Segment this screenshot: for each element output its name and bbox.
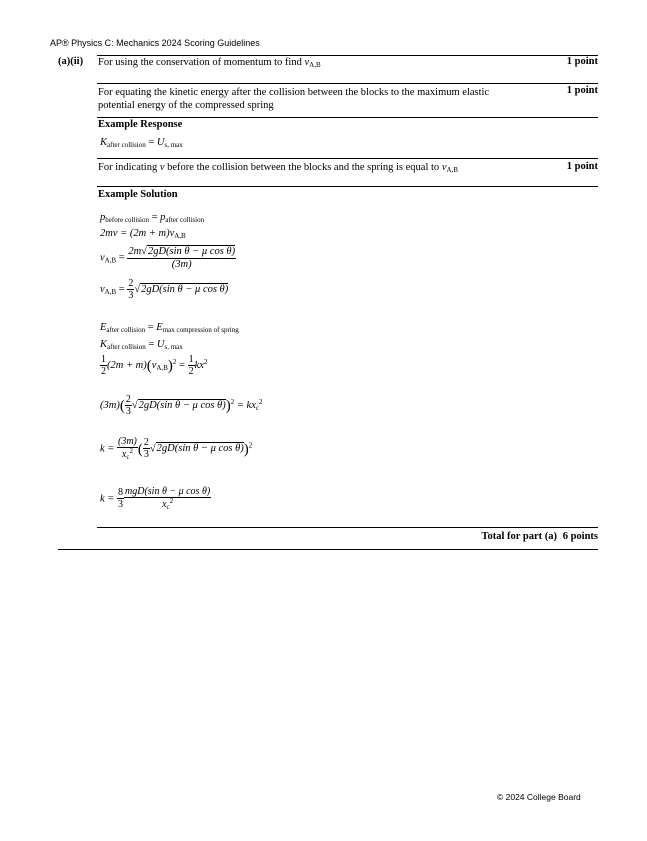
example-response-equation: $K_{after collision} = U_{s, max}$ (100, 137, 183, 149)
criterion-1: For using the conservation of momentum to find $v_{A,B}$ (98, 57, 321, 69)
equation-momentum-2: $2mv = (2m + m)v_{A,B}$ (100, 228, 186, 240)
criterion-2: For equating the kinetic energy after the collision between the blocks to the maximum elastic potential energy of the compressed spring (98, 87, 490, 111)
equation-energy: $E_{after collision} = E_{max compression of spring}$ (100, 322, 239, 334)
divider (97, 186, 598, 187)
criterion-3: For indicating v before the collision between the blocks and the spring is equal to $v_{A,B}$ (98, 162, 458, 174)
equation-3m: (3m)( $\frac{2}{3}$ √2gD(sin θ − μ $\cos \theta))^2 = kx_c^2$ (100, 394, 263, 417)
criterion-3-points: 1 point (566, 161, 598, 172)
divider (97, 55, 598, 56)
divider (97, 117, 598, 118)
equation-momentum: $p_{before collision} = p_{after collision}$ (100, 212, 205, 224)
criterion-1-points: 1 point (566, 56, 598, 67)
divider (97, 158, 598, 159)
criterion-2-points: 1 point (566, 85, 598, 96)
total-points: 6 points (562, 531, 598, 542)
example-solution-heading: Example Solution (98, 189, 178, 200)
equation-k-1: k = $\frac{(3m)}{x_c^2}$ ( $\frac{2}{3}$ √2gD(sin θ − μ cos θ))$^2$ (100, 436, 253, 461)
divider (97, 83, 598, 84)
divider (58, 549, 598, 550)
equation-vab-1: $v_{A,B}$ = $\frac{\text{2m√2gD(sin θ − μ cos θ)}}{(3m)}$ (100, 246, 236, 270)
example-response-heading: Example Response (98, 119, 183, 130)
equation-vab-2: $v_{A,B}$ = $\frac{2}{3}$ √2gD(sin θ − μ cos θ) (100, 278, 229, 301)
equation-half: $\frac{1}{2}$ $(2m + m)(v_{A,B})^2$ = $\frac{1}{2}$ $kx^2$ (101, 354, 208, 377)
total-label: Total for part (a) (481, 531, 557, 542)
equation-k-final: k = $\frac{8}{3}$ $\frac{\text{mgD(sin θ − μ cos θ)}}{x_c^2}$ (100, 486, 211, 511)
equation-kinetic: $K_{after collision} = U_{s, max}$ (100, 339, 183, 351)
footer-copyright: © 2024 College Board (497, 792, 581, 802)
divider (97, 527, 598, 528)
page-header: AP® Physics C: Mechanics 2024 Scoring Guidelines (50, 38, 260, 48)
part-label: (a)(ii) (58, 56, 84, 67)
